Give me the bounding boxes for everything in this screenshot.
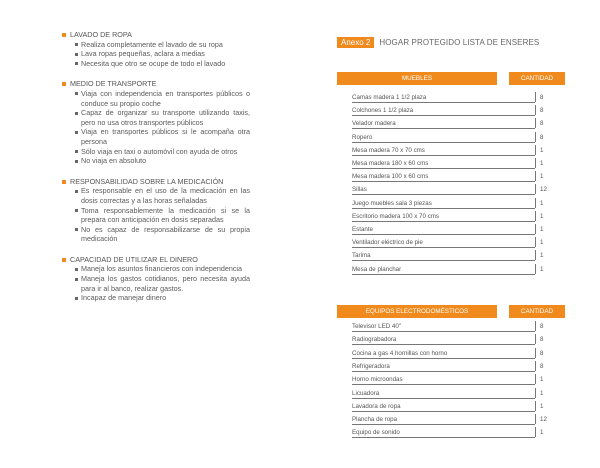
muebles-qty-header: CANTIDAD: [509, 72, 565, 85]
leader-tick: [535, 224, 536, 234]
item-label: Sillas: [352, 186, 367, 194]
leader-tick: [535, 105, 536, 115]
section-title: MEDIO DE TRANSPORTE: [62, 79, 250, 89]
leader-tick: [535, 171, 536, 181]
list-item: Viaja con independencia en transportes públicos o conduce su propio coche: [75, 89, 250, 108]
item-label: Lavadora de ropa: [352, 402, 401, 410]
table-row: [352, 416, 552, 426]
item-quantity: 1: [540, 173, 544, 181]
item-quantity: 1: [540, 160, 544, 167]
item-quantity: 8: [540, 133, 544, 141]
leader-line: [352, 208, 535, 209]
item-label: Licuadora: [352, 389, 380, 397]
equipos-qty-header: CANTIDAD: [509, 305, 565, 318]
item-quantity: 1: [540, 389, 544, 397]
leader-line: [352, 274, 535, 275]
leader-line: [352, 234, 535, 235]
item-label: Estante: [352, 226, 373, 233]
item-label: Mesa de planchar: [352, 265, 402, 273]
leader-tick: [535, 198, 536, 208]
leader-line: [352, 142, 535, 143]
list-item: Necesita que otro se ocupe de todo el lavado: [75, 59, 250, 69]
leader-line: [352, 128, 535, 129]
item-quantity: 12: [540, 416, 547, 424]
leader-line: [352, 411, 535, 412]
list-item: Maneja los asuntos financieros con independencia: [75, 264, 250, 274]
item-label: Escritorio madera 100 x 70 cms: [352, 212, 440, 220]
list-item: No es capaz de responsabilizarse de su propia medicación: [75, 225, 250, 244]
list-item: Incapaz de manejar dinero: [75, 293, 250, 303]
item-label: Plancha de ropa: [352, 416, 398, 424]
section-title: CAPACIDAD DE UTILIZAR EL DINERO: [62, 255, 250, 265]
item-quantity: 8: [540, 323, 544, 330]
table-row: [352, 376, 552, 386]
assessment-list: [62, 30, 250, 314]
leader-line: [352, 221, 535, 222]
leader-tick: [535, 92, 536, 102]
table-row: [352, 252, 552, 262]
item-label: Horno microondas: [352, 376, 403, 384]
leader-tick: [535, 348, 536, 358]
item-quantity: 8: [540, 362, 544, 370]
leader-line: [352, 247, 535, 248]
leader-line: [352, 181, 535, 182]
item-quantity: 1: [540, 146, 544, 154]
item-label: Colchones 1 1/2 plaza: [352, 107, 414, 115]
item-quantity: 8: [540, 336, 544, 344]
leader-tick: [535, 321, 536, 331]
item-label: Ropero: [352, 133, 373, 141]
table-row: [352, 107, 552, 117]
item-label: Televisor LED 40": [352, 323, 401, 330]
table-row: [352, 350, 552, 360]
table-row: [352, 213, 552, 223]
leader-tick: [535, 184, 536, 194]
annex-heading: [337, 37, 539, 48]
table-row: [352, 429, 552, 439]
leader-line: [352, 371, 535, 372]
leader-tick: [535, 414, 536, 424]
item-quantity: 1: [540, 212, 544, 220]
leader-line: [352, 344, 535, 345]
section-title: RESPONSABILIDAD SOBRE LA MEDICACIÓN: [62, 177, 250, 187]
table-row: [352, 336, 552, 346]
table-row: [352, 363, 552, 373]
leader-line: [352, 115, 535, 116]
table-row: [352, 120, 552, 130]
list-item: Sólo viaja en taxi o automóvil con ayuda de otros: [75, 147, 250, 157]
list-item: No viaja en absoluto: [75, 156, 250, 166]
muebles-header: MUEBLES: [337, 72, 497, 85]
list-item: Es responsable en el uso de la medicación en las dosis correctas y a las horas señaladas: [75, 186, 250, 205]
leader-line: [352, 384, 535, 385]
leader-line: [352, 168, 535, 169]
table-row: [352, 266, 552, 276]
leader-tick: [535, 361, 536, 371]
list-item: Capaz de organizar su transporte utilizando taxis, pero no usa otros transportes públicos: [75, 108, 250, 127]
leader-tick: [535, 250, 536, 260]
list-item: Viaja en transportes públicos si le acompaña otra persona: [75, 127, 250, 146]
leader-line: [352, 437, 535, 438]
item-quantity: 1: [540, 402, 544, 410]
item-label: Ventilador eléctrico de pie: [352, 239, 423, 247]
section-medicacion: [62, 177, 250, 244]
table-row: [352, 403, 552, 413]
equipos-header: EQUIPOS ELECTRODOMÉSTICOS: [337, 305, 497, 318]
section-transporte: [62, 79, 250, 165]
leader-line: [352, 260, 535, 261]
item-quantity: 8: [540, 349, 544, 357]
leader-line: [352, 358, 535, 359]
leader-tick: [535, 388, 536, 398]
item-label: Mesa madera 100 x 60 cms: [352, 173, 429, 181]
leader-tick: [535, 118, 536, 128]
leader-line: [352, 194, 535, 195]
table-row: [352, 226, 552, 236]
item-quantity: 8: [540, 107, 544, 115]
leader-tick: [535, 158, 536, 168]
leader-line: [352, 424, 535, 425]
leader-tick: [535, 264, 536, 274]
table-row: [352, 134, 552, 144]
leader-tick: [535, 132, 536, 142]
annex-badge: Anexo 2: [337, 37, 374, 48]
item-quantity: 1: [540, 429, 544, 437]
item-quantity: 1: [540, 376, 544, 384]
table-row: [352, 147, 552, 157]
leader-tick: [535, 374, 536, 384]
leader-line: [352, 331, 535, 332]
item-label: Mesa madera 70 x 70 cms: [352, 146, 425, 154]
leader-line: [352, 398, 535, 399]
item-quantity: 1: [540, 239, 544, 247]
section-lavado: [62, 30, 250, 68]
leader-line: [352, 155, 535, 156]
item-quantity: 1: [540, 265, 544, 273]
section-dinero: [62, 255, 250, 303]
item-label: Mesa madera 180 x 60 cms: [352, 160, 429, 167]
item-quantity: 1: [540, 199, 544, 207]
leader-line: [352, 102, 535, 103]
leader-tick: [535, 334, 536, 344]
leader-tick: [535, 427, 536, 437]
item-label: Refrigeradora: [352, 362, 390, 370]
list-item: Toma responsablemente la medicación si se la prepara con anticipación en dosis separadas: [75, 206, 250, 225]
item-label: Equipo de sonido: [352, 429, 400, 437]
item-label: Velador madera: [352, 120, 396, 128]
item-label: Juego muebles sala 3 piezas: [352, 199, 432, 207]
table-row: [352, 94, 552, 104]
item-label: Tarima: [352, 252, 371, 260]
list-item: Maneja los gastos cotidianos, pero necesita ayuda para ir al banco, realizar gastos.: [75, 274, 250, 293]
item-label: Cocina a gas 4 hornillas con horno: [352, 349, 448, 357]
annex-title: HOGAR PROTEGIDO LISTA DE ENSERES: [379, 38, 540, 47]
leader-tick: [535, 401, 536, 411]
item-quantity: 1: [540, 252, 544, 260]
table-row: [352, 186, 552, 196]
item-label: Camas madera 1 1/2 plaza: [352, 94, 427, 101]
table-row: [352, 200, 552, 210]
item-quantity: 8: [540, 94, 544, 101]
leader-tick: [535, 211, 536, 221]
section-title: LAVADO DE ROPA: [62, 30, 250, 40]
table-row: [352, 173, 552, 183]
item-label: Radiograbadora: [352, 336, 397, 344]
leader-tick: [535, 237, 536, 247]
item-quantity: 8: [540, 120, 544, 128]
table-row: [352, 239, 552, 249]
item-quantity: 12: [540, 186, 547, 194]
leader-tick: [535, 145, 536, 155]
table-row: [352, 160, 552, 170]
list-item: Lava ropas pequeñas, aclara a medias: [75, 49, 250, 59]
list-item: Realiza completamente el lavado de su ropa: [75, 40, 250, 50]
table-row: [352, 323, 552, 333]
item-quantity: 1: [540, 226, 544, 233]
table-row: [352, 390, 552, 400]
